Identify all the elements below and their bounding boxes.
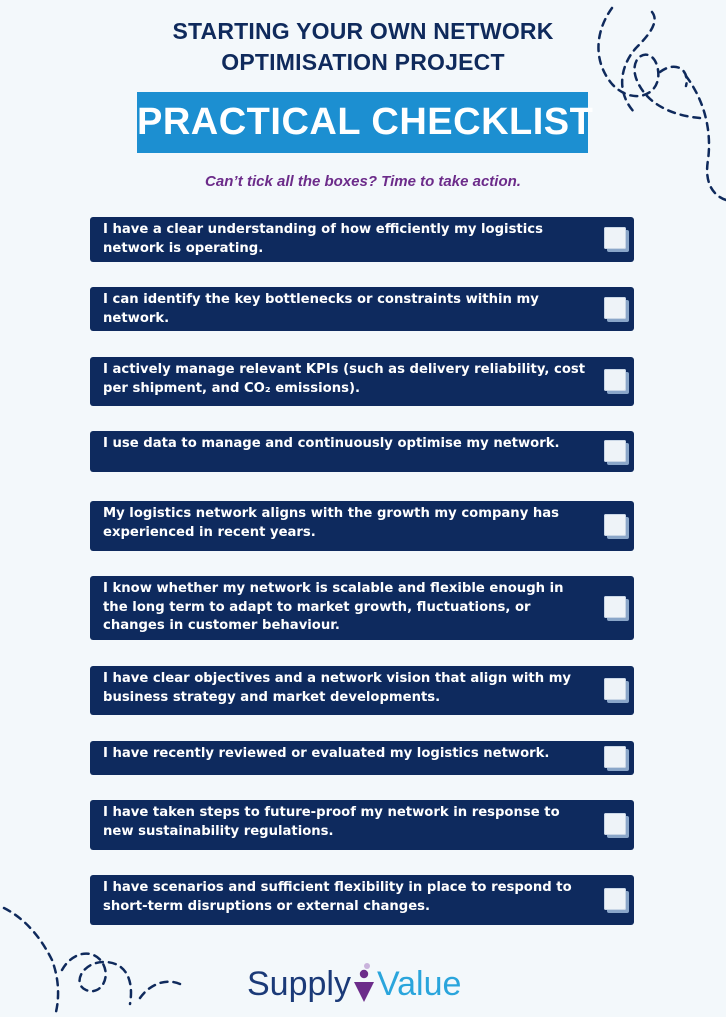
checkbox[interactable]: [604, 369, 626, 391]
checklist-item-text: I have recently reviewed or evaluated my logistics network.: [103, 746, 550, 761]
checklist-banner: PRACTICAL CHECKLIST: [137, 92, 588, 153]
checklist-item: [90, 217, 634, 262]
page-title: [0, 16, 726, 78]
tagline: Can’t tick all the boxes? Time to take action.: [205, 173, 521, 190]
checklist-item: [90, 800, 634, 850]
checkbox[interactable]: [604, 514, 626, 536]
checkbox[interactable]: [604, 297, 626, 319]
checklist-item: [90, 357, 634, 406]
checkbox[interactable]: [604, 678, 626, 700]
checklist-item-text: I have a clear understanding of how efficiently my logistics network is operating.: [103, 222, 543, 256]
checklist-item: [90, 287, 634, 331]
checklist-item-text: My logistics network aligns with the growth my company has experienced in recent years.: [103, 506, 560, 540]
checklist-item-text: I know whether my network is scalable and flexible enough in the long term to adapt to market growth, fluctuations, or changes in customer behaviour.: [103, 581, 564, 633]
checklist-item: [90, 875, 634, 925]
checkbox[interactable]: [604, 440, 626, 462]
logo-text-value: Value: [376, 965, 462, 1003]
checklist-item: [90, 431, 634, 472]
page-title-line-1: STARTING YOUR OWN NETWORK: [172, 18, 554, 44]
supplyvalue-logo: [247, 962, 461, 1006]
checklist-item-text: I have scenarios and sufficient flexibility in place to respond to short-term disruptions or external changes.: [103, 880, 572, 914]
checklist-item-text: I have taken steps to future-proof my network in response to new sustainability regulations.: [103, 805, 560, 839]
page-title-line-2: OPTIMISATION PROJECT: [221, 49, 505, 75]
checkbox[interactable]: [604, 813, 626, 835]
checklist-item: [90, 501, 634, 551]
checkbox[interactable]: [604, 746, 626, 768]
checklist-item: [90, 741, 634, 775]
logo-text-supply: Supply: [247, 965, 351, 1003]
checklist-item-text: I use data to manage and continuously optimise my network.: [103, 436, 560, 451]
logo-figure-icon: [351, 962, 377, 1002]
checklist-item-text: I have clear objectives and a network vision that align with my business strategy and market developments.: [103, 671, 572, 705]
checkbox[interactable]: [604, 888, 626, 910]
checkbox[interactable]: [604, 596, 626, 618]
checkbox[interactable]: [604, 227, 626, 249]
checklist-item-text: I actively manage relevant KPIs (such as delivery reliability, cost per shipment, and CO₂ emissions).: [103, 362, 586, 396]
checklist-item-text: I can identify the key bottlenecks or constraints within my network.: [103, 292, 539, 326]
checklist-item: [90, 666, 634, 715]
checklist-item: [90, 576, 634, 640]
